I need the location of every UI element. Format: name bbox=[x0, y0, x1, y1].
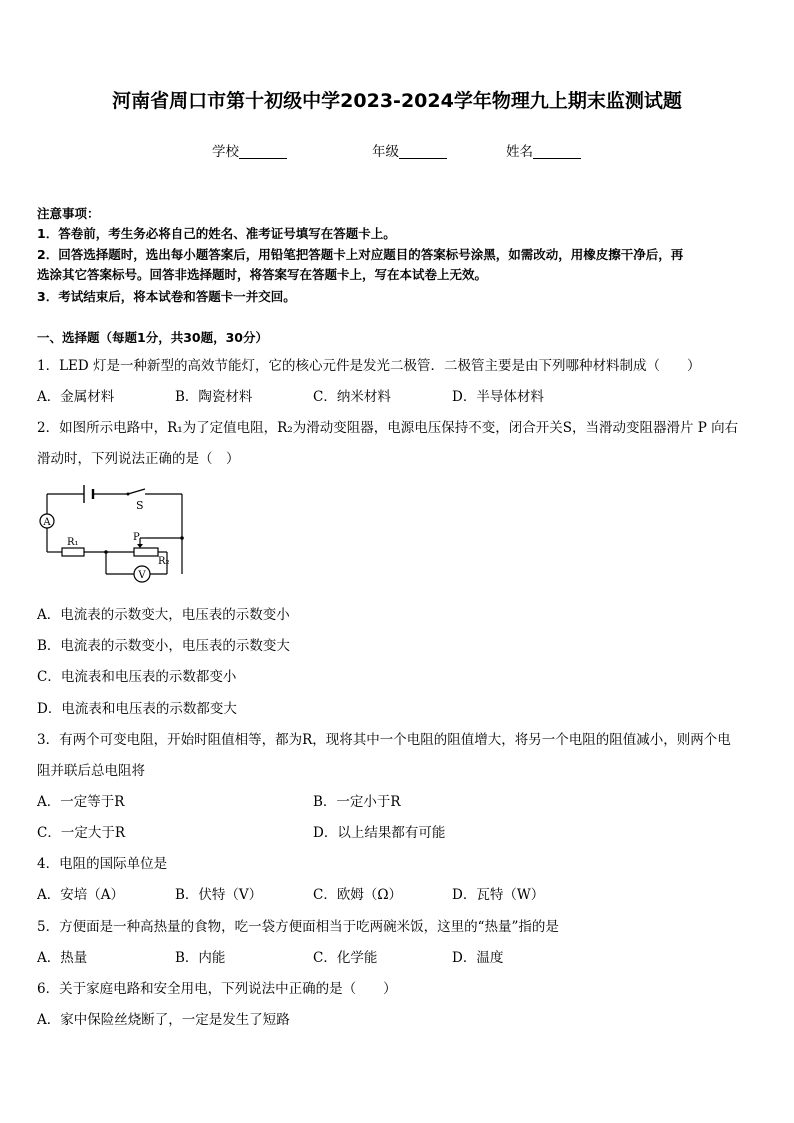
q3-option-d: D．以上结果都有可能 bbox=[313, 825, 446, 841]
r2-label: R₂ bbox=[158, 556, 170, 567]
q5-option-c: C．化学能 bbox=[313, 950, 378, 966]
voltmeter-label: V bbox=[138, 570, 146, 581]
r1-label: R₁ bbox=[67, 537, 79, 548]
name-blank bbox=[533, 144, 581, 159]
note-2a: 2．回答选择题时，选出每小题答案后，用铅笔把答题卡上对应题目的答案标号涂黑，如需改动，用橡皮擦干净后，再 bbox=[37, 247, 684, 262]
name-label: 姓名 bbox=[506, 144, 533, 160]
q2-option-a: A．电流表的示数变大，电压表的示数变小 bbox=[37, 607, 290, 623]
page-title: 河南省周口市第十初级中学2023-2024学年物理九上期末监测试题 bbox=[112, 90, 682, 112]
q3-option-c: C．一定大于R bbox=[37, 825, 125, 841]
q4-option-a: A．安培（A） bbox=[37, 887, 124, 903]
q2-option-b: B．电流表的示数变小，电压表的示数变大 bbox=[37, 638, 290, 654]
q1-option-a: A．金属材料 bbox=[37, 389, 115, 405]
q2-stem-line1: 2．如图所示电路中，R₁为了定值电阻，R₂为滑动变阻器，电源电压保持不变，闭合开关S，当滑动变阻器滑片 P 向右 bbox=[37, 420, 739, 436]
q2-option-d: D．电流表和电压表的示数都变大 bbox=[37, 701, 237, 717]
q5-stem: 5．方便面是一种高热量的食物，吃一袋方便面相当于吃两碗米饭，这里的“热量”指的是 bbox=[37, 919, 559, 935]
school-blank bbox=[239, 144, 287, 159]
q4-stem: 4．电阻的国际单位是 bbox=[37, 856, 168, 872]
grade-field bbox=[372, 140, 447, 160]
q6-stem: 6．关于家庭电路和安全用电，下列说法中正确的是（ ） bbox=[37, 981, 397, 997]
q2-stem-line2: 滑动时，下列说法正确的是（ ） bbox=[37, 451, 240, 467]
notes-heading: 注意事项： bbox=[37, 206, 100, 221]
name-field bbox=[506, 140, 581, 160]
switch-label: S bbox=[136, 499, 144, 512]
school-field bbox=[212, 140, 287, 160]
q5-option-b: B．内能 bbox=[175, 950, 226, 966]
school-label: 学校 bbox=[212, 144, 239, 160]
note-1: 1．答卷前，考生务必将自己的姓名、准考证号填写在答题卡上。 bbox=[37, 226, 396, 241]
note-2b: 选涂其它答案标号。回答非选择题时，将答案写在答题卡上，写在本试卷上无效。 bbox=[37, 267, 488, 282]
q3-stem-line1: 3．有两个可变电阻，开始时阻值相等，都为R，现将其中一个电阻的阻值增大，将另一个电阻的阻值减小，则两个电 bbox=[37, 732, 731, 748]
q4-option-d: D．瓦特（W） bbox=[452, 887, 545, 903]
q1-option-d: D．半导体材料 bbox=[452, 389, 544, 405]
slider-label: P bbox=[133, 532, 140, 543]
q1-stem: 1．LED 灯是一种新型的高效节能灯，它的核心元件是发光二极管．二极管主要是由下列哪种材料制成（ ） bbox=[37, 358, 701, 374]
q4-option-b: B．伏特（V） bbox=[175, 887, 263, 903]
q5-option-a: A．热量 bbox=[37, 950, 88, 966]
q4-option-c: C．欧姆（Ω） bbox=[313, 887, 403, 903]
grade-label: 年级 bbox=[372, 144, 399, 160]
q1-option-b: B．陶瓷材料 bbox=[175, 389, 253, 405]
ammeter-label: A bbox=[43, 517, 51, 528]
note-3: 3．考试结束后，将本试卷和答题卡一并交回。 bbox=[37, 289, 296, 304]
q2-option-c: C．电流表和电压表的示数都变小 bbox=[37, 669, 237, 685]
section-heading: 一、选择题（每题1分，共30题，30分） bbox=[37, 330, 268, 345]
q5-option-d: D．温度 bbox=[452, 950, 504, 966]
circuit-diagram bbox=[36, 482, 188, 584]
q1-option-c: C．纳米材料 bbox=[313, 389, 391, 405]
q3-option-a: A．一定等于R bbox=[37, 794, 125, 810]
grade-blank bbox=[399, 144, 447, 159]
q3-stem-line2: 阻并联后总电阻将 bbox=[37, 763, 145, 779]
q6-option-a: A．家中保险丝烧断了，一定是发生了短路 bbox=[37, 1012, 290, 1028]
q3-option-b: B．一定小于R bbox=[313, 794, 401, 810]
